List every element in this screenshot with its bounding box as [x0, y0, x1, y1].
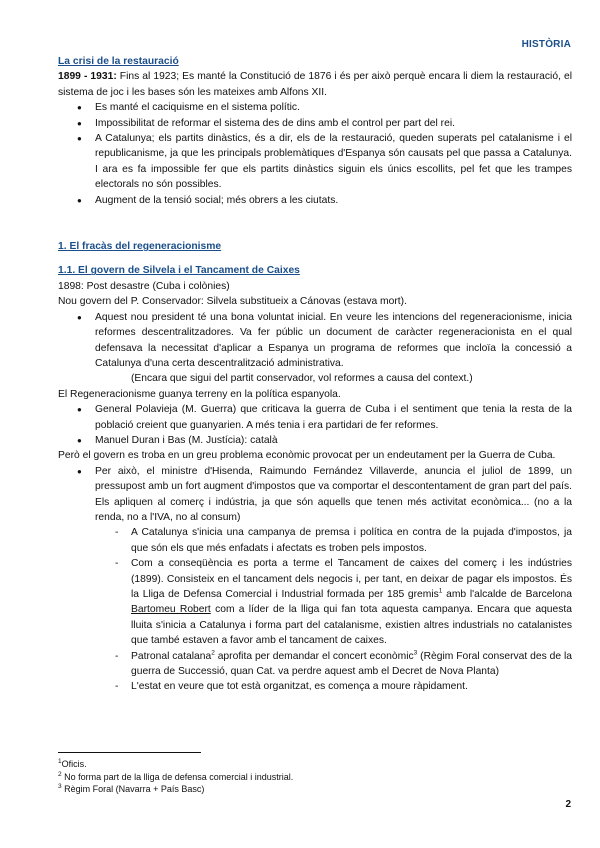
- intro-paragraph: [58, 69, 572, 100]
- footnote: [58, 758, 293, 771]
- footnote-text: No forma part de la lliga de defensa comercial i industrial.: [64, 771, 294, 782]
- subsection-title-silvela[interactable]: 1.1. El govern de Silvela i el Tancament de Caixes: [58, 265, 300, 277]
- bullet-item: ● General Polavieja (M. Guerra) que criticava la guerra de Cuba i el sentiment que tenia la resta de la població creient que guanyarien. A més tenia i era partidari de fer reformes.: [58, 402, 572, 433]
- dash-item: - A Catalunya s'inicia una campanya de premsa i política en contra de la pujada d'impostos, ja que són els que més enfadats i afectats es troben pels impostos.: [58, 525, 572, 556]
- dash-text: com a líder de la lliga qui fan tota aquesta campanya. Encara que aquesta lluita s'inicia a Catalunya i forma part del catalanisme, existien altres industrials no catalanistes que també estaven a favor amb el tancament de caixes.: [131, 604, 572, 647]
- bullet-item: ● Manuel Duran i Bas (M. Justícia): català: [58, 433, 572, 448]
- dash-text: aprofita per demandar el concert econòmic: [214, 650, 414, 662]
- footnote-number: 2: [58, 770, 62, 778]
- dash-text: Com a conseqüència es porta a terme el Tancament de caixes del comerç i les indústries (1899). Consisteix en el tancament dels negocis i, per tant, en deixar de pagar els impostos. És la Lliga de Defensa Comercial i Industrial formada per 185 gremis: [131, 558, 572, 600]
- footnote-ref[interactable]: 3: [413, 649, 418, 657]
- subject-header: HISTÒRIA: [521, 39, 571, 50]
- footnote-separator: [58, 752, 201, 753]
- footnote: [58, 783, 293, 796]
- intro-period: 1899 - 1931:: [58, 71, 117, 83]
- bullet-item: ● Augment de la tensió social; més obrers a les ciutats.: [58, 193, 572, 208]
- dash-text: amb l'alcalde de Barcelona: [442, 589, 572, 600]
- footnote-text: Oficis.: [61, 759, 87, 769]
- paragraph-line: 1898: Post desastre (Cuba i colònies): [58, 280, 230, 292]
- dash-item: - L'estat en veure que tot està organitzat, es comença a moure ràpidament.: [58, 679, 572, 694]
- section-title-crisis[interactable]: La crisi de la restauració: [58, 56, 179, 67]
- bullet-item: ● A Catalunya; els partits dinàstics, és a dir, els de la restauració, queden superats pel catalanisme i el republicanisme, ja que les principals problemàtiques d'Espanya són causats pel que passa a Catalunya. I ara es fa impossible fer que els partits dinàstics siguin els únics escollits, pel fet que les trampes electorals no són possibles.: [58, 131, 572, 193]
- paragraph-line: Però el govern es troba en un greu problema econòmic provocat per un endeutament per la Guerra de Cuba.: [58, 450, 556, 462]
- bullet-note: (Encara que sigui del partit conservador, vol reformes a causa del context.): [131, 373, 473, 385]
- footnote: [58, 771, 293, 784]
- bullet-item: ● Impossibilitat de reformar el sistema des de dins amb el control per part del rei.: [58, 116, 572, 131]
- dash-text: (Règim Foral conservat des de la guerra de Successió, quan Cat. va perdre aquest amb el Decret de Nova Planta): [131, 650, 572, 678]
- footnote-ref[interactable]: 2: [211, 649, 215, 657]
- page-number: 2: [565, 799, 571, 810]
- section-title-regeneracionisme[interactable]: 1. El fracàs del regeneracionisme: [58, 241, 222, 253]
- footnote-number: 1: [58, 758, 62, 765]
- bullet-item: ● Aquest nou president té una bona voluntat inicial. En veure les intencions del regeneracionisme, inicia reformes descentralitzadores. Va fer públic un document de caràcter regeneracionista en el qual defensava la necessitat d'aplicar a Espanya un programa de reformes que incloïa la concessió a Catalunya d'una certa descentralització administrativa.: [58, 310, 572, 372]
- bullet-item: ● Es manté el caciquisme en el sistema polític.: [58, 100, 572, 115]
- footnotes: [58, 758, 293, 796]
- footnote-text: Règim Foral (Navarra + País Basc): [64, 784, 205, 794]
- dash-item: [58, 649, 572, 680]
- bullet-item: ● Per això, el ministre d'Hisenda, Raimundo Fernández Villaverde, anuncia el juliol de 1899, un pressupost amb un fort augment d'impostos que va comportar el descontentament de gran part del país. Els apliquen al comerç i indústria, ja que són aquells que tenen més activitat econòmica... (no a la renda, no a l'IVA, no al consum): [58, 464, 572, 526]
- dash-text: Patronal catalana: [131, 650, 212, 662]
- intro-text: Fins al 1923; Es manté la Constitució de 1876 i és per això perquè encara li diem la restauració, el sistema de joc i les bases són les mateixes amb Alfons XII.: [58, 71, 572, 98]
- paragraph-line: Nou govern del P. Conservador: Silvela substitueix a Cánovas (estava mort).: [58, 296, 407, 308]
- paragraph-line: El Regeneracionisme guanya terreny en la política espanyola.: [58, 388, 341, 400]
- footnote-ref[interactable]: 1: [438, 587, 443, 595]
- document-body: [58, 52, 572, 695]
- person-name-link[interactable]: Bartomeu Robert: [131, 604, 211, 616]
- footnote-number: 3: [58, 783, 62, 790]
- dash-item: [58, 556, 572, 648]
